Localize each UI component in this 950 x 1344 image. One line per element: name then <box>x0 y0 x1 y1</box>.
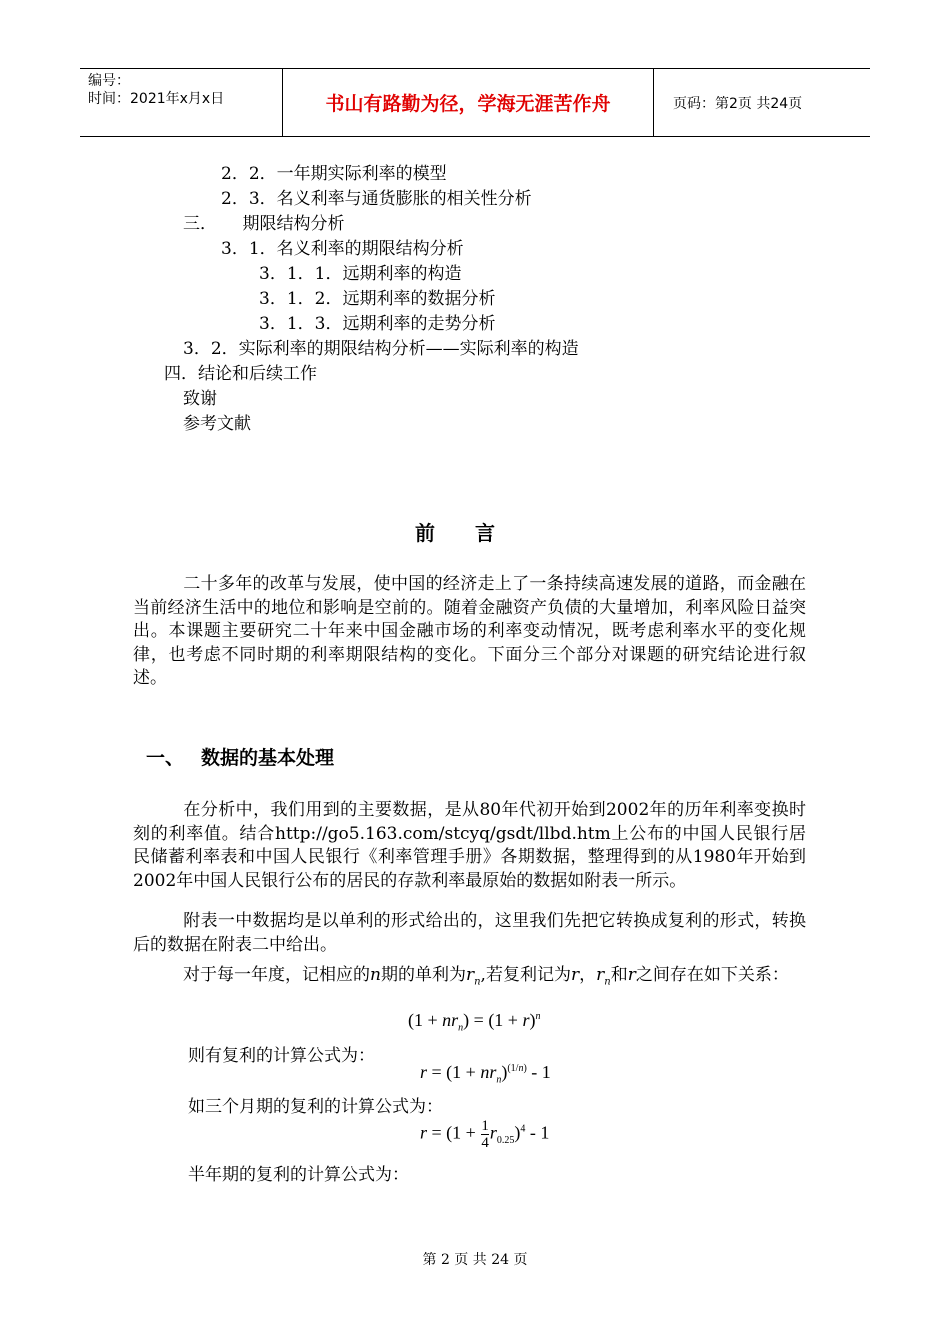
line-compound-formula: 则有复利的计算公式为： <box>188 1046 375 1066</box>
date-label: 时间：2021年x月x日 <box>88 91 225 107</box>
header-page-label <box>664 69 870 136</box>
formula-three-month: r = (1 + $\frac{1}{4}$ $r_{0.25})^4 - 1$ <box>420 1118 550 1151</box>
toc-item: 3．1．名义利率的期限结构分析 <box>221 239 464 259</box>
line-three-month: 如三个月期的复利的计算公式为： <box>188 1097 443 1117</box>
p3-text-d: ， <box>579 965 597 985</box>
page-header <box>80 68 870 137</box>
section1-paragraph-3 <box>133 964 806 994</box>
line-half-year: 半年期的复利的计算公式为： <box>188 1165 409 1185</box>
page-footer: 第 2 页 共 24 页 <box>422 1252 528 1268</box>
toc-item: 2．2．一年期实际利率的模型 <box>221 164 447 184</box>
section1-p2-text: 附表一中数据均是以单利的形式给出的，这里我们先把它转换成复利的形式，转换后的数据在附表二中给出。 <box>133 911 806 955</box>
section-title: 数据的基本处理 <box>201 747 335 769</box>
toc-item: 3．1．3．远期利率的走势分析 <box>259 314 496 334</box>
preface-title: 前言 <box>415 521 535 545</box>
section1-p1-text: 在分析中，我们用到的主要数据，是从80年代初开始到2002年的历年利率变换时刻的利率值。结合http://go5.163.com/stcyq/gsdt/llbd.htm上公布的中国人民银行居民储蓄利率表和中国人民银行《利率管理手册》各期数据，整理得到的从1980年开始到2002年中国人民银行公布的居民的存款利率最原始的数据如附表一所示。 <box>133 800 806 891</box>
var-n: n <box>370 965 381 985</box>
toc-item: 三． 期限结构分析 <box>183 214 345 234</box>
var-rn: $r_n$ <box>596 965 611 988</box>
p3-text-c: ,若复利记为 <box>480 965 571 985</box>
toc-item: 四．结论和后续工作 <box>164 364 317 384</box>
preface-body: 二十多年的改革与发展，使中国的经济走上了一条持续高速发展的道路，而金融在当前经济生活中的地位和影响是空前的。随着金融资产负债的大量增加，利率风险日益突出。本课题主要研究二十年来中国金融市场的利率变动情况，既考虑利率水平的变化规律，也考虑不同时期的利率期限结构的变化。下面分三个部分对课题的研究结论进行叙述。 <box>133 574 806 688</box>
preface-paragraph <box>133 573 806 691</box>
var-r: r <box>570 965 580 985</box>
toc-item: 3．1．1．远期利率的构造 <box>259 264 462 284</box>
p3-text-e: 和 <box>610 965 628 985</box>
p3-text-b: 期的单利为 <box>380 965 466 985</box>
section1-paragraph-2 <box>133 910 806 957</box>
p3-text-a: 对于每一年度，记相应的 <box>183 965 370 985</box>
var-r: r <box>627 965 636 985</box>
formula-compound: $r = (1 + nr_n)^{(1/n)} - 1$ <box>420 1062 551 1086</box>
toc-item: 3．2．实际利率的期限结构分析——实际利率的构造 <box>183 339 579 359</box>
toc-item: 2．3．名义利率与通货膨胀的相关性分析 <box>221 189 532 209</box>
header-meta <box>80 69 283 136</box>
page-label: 页码：第2页 共24页 <box>673 95 803 112</box>
section-number: 一、 <box>146 747 185 769</box>
section-heading <box>146 743 334 770</box>
number-label: 编号： <box>88 73 130 89</box>
header-motto: 书山有路勤为径，学海无涯苦作舟 <box>283 69 654 136</box>
p3-text-f: 之间存在如下关系： <box>635 965 789 985</box>
toc-item: 致谢 <box>183 389 217 409</box>
section1-paragraph-1 <box>133 799 806 893</box>
formula-relation: $(1 + nr_n) = (1 + r)^n$ <box>408 1010 541 1034</box>
toc-item: 参考文献 <box>183 414 251 434</box>
var-rn: $r_n$ <box>465 965 481 988</box>
toc-item: 3．1．2．远期利率的数据分析 <box>259 289 496 309</box>
